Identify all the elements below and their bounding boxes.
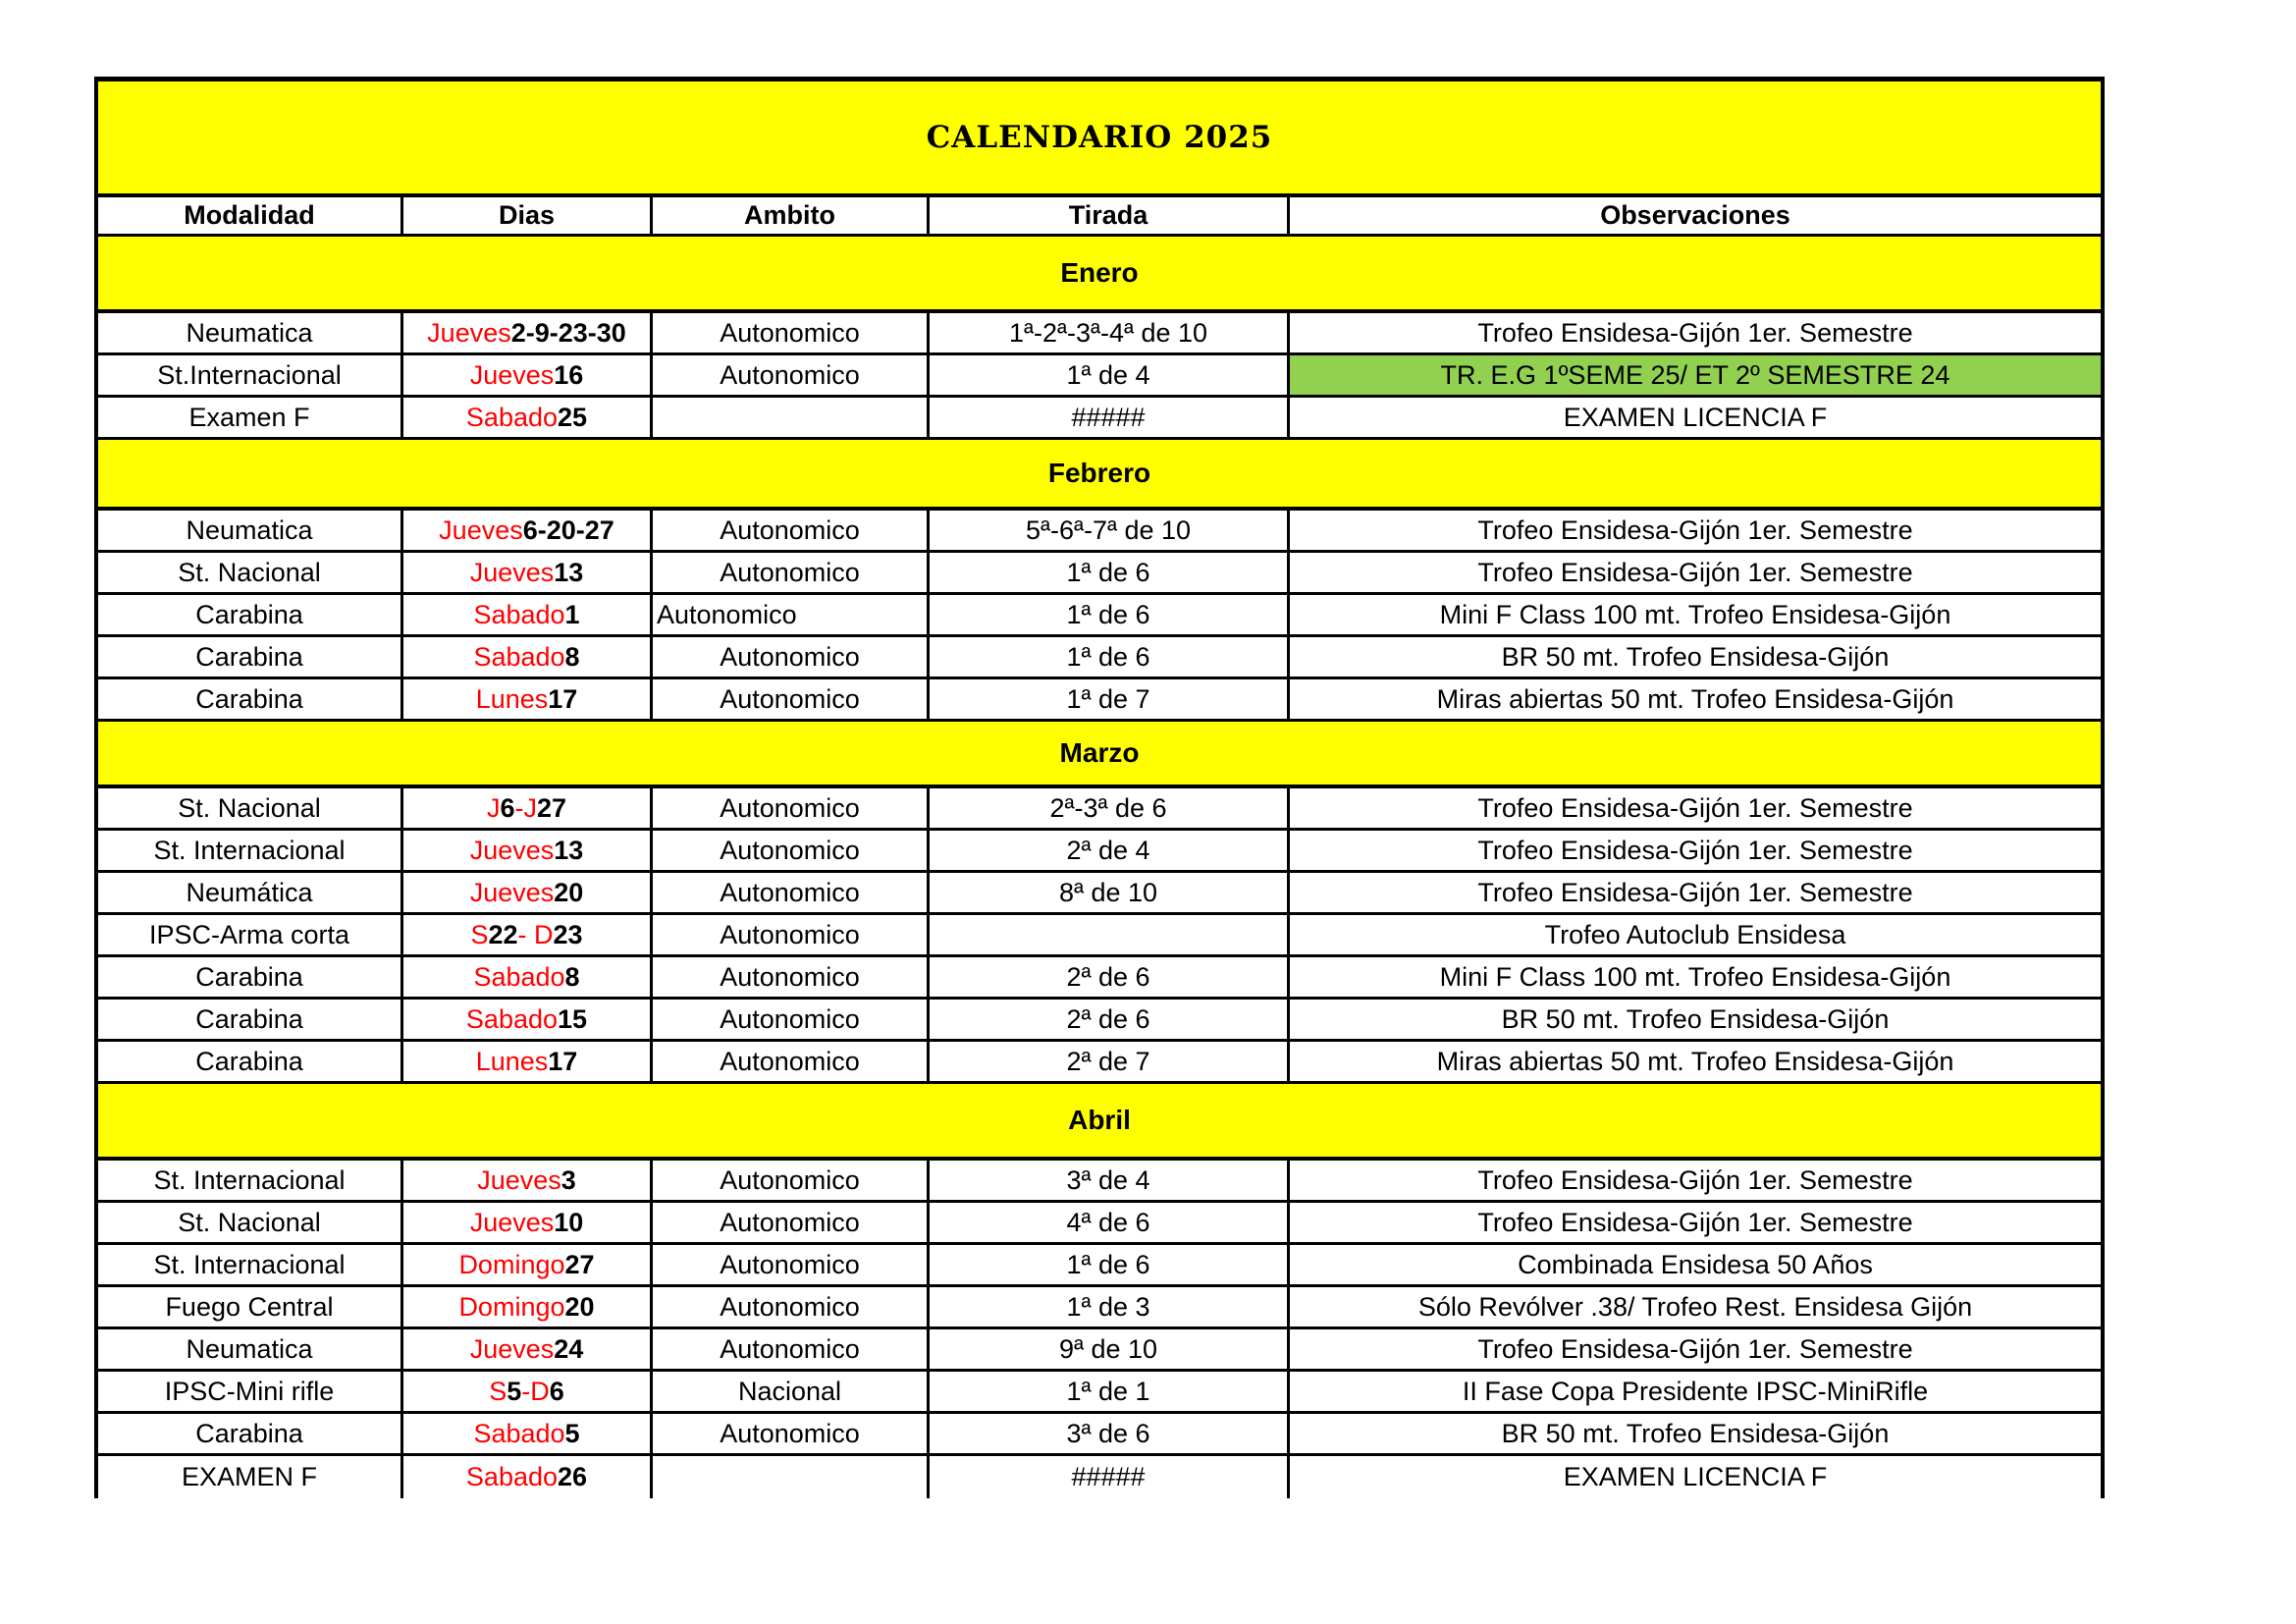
cell-modalidad: Carabina [98,1414,403,1453]
cell-observaciones: Miras abiertas 50 mt. Trofeo Ensidesa-Gijón [1436,683,1954,714]
table-row [98,553,2101,595]
cell-modalidad: Carabina [98,679,403,719]
table-row [98,788,2101,831]
cell-observaciones: EXAMEN LICENCIA F [1563,1462,1828,1491]
day-name: Jueves [469,359,555,390]
day-name: Sabado [473,961,565,992]
table-row [98,355,2101,398]
cell-ambito: Autonomico [653,957,930,997]
cell-observaciones: Miras abiertas 50 mt. Trofeo Ensidesa-Gijón [1436,1046,1954,1076]
cell-dias [403,831,653,870]
cell-dias [403,788,653,828]
cell-ambito: Autonomico [653,553,930,592]
column-header-row [98,197,2101,237]
cell-modalidad: St. Internacional [98,1245,403,1284]
month-banner: Febrero [98,440,2101,511]
cell-observaciones: Trofeo Ensidesa-Gijón 1er. Semestre [1477,792,1913,823]
day-number: 20 [564,1291,595,1322]
column-header-tirada: Tirada [930,197,1290,234]
day-number: 3 [561,1164,576,1195]
day-name: Sabado [473,599,565,629]
cell-tirada: 1ª de 3 [930,1287,1290,1326]
cell-modalidad: Neumática [98,873,403,912]
cell-ambito: Autonomico [653,595,930,634]
cell-dias [403,313,653,352]
cell-dias [403,915,653,954]
cell-observaciones: Trofeo Ensidesa-Gijón 1er. Semestre [1477,835,1913,865]
cell-dias [403,1245,653,1284]
day-name: Jueves [469,1207,555,1237]
day-number: 27 [564,1249,595,1279]
cell-modalidad: St.Internacional [98,355,403,395]
cell-modalidad: Fuego Central [98,1287,403,1326]
cell-tirada: 1ª de 7 [930,679,1290,719]
day-name: Domingo [458,1249,565,1279]
day-name: Sabado [473,641,565,672]
table-row [98,915,2101,957]
cell-ambito: Autonomico [653,1329,930,1369]
day-name: Jueves [469,835,555,865]
cell-ambito: Autonomico [653,511,930,550]
cell-tirada: ##### [930,1456,1290,1498]
cell-observaciones: Mini F Class 100 mt. Trofeo Ensidesa-Gijón [1439,599,1951,629]
day-number: 8 [564,961,580,992]
day-name: Sabado [473,1418,565,1448]
day-name: Jueves [439,514,523,545]
day-name: Jueves [469,1333,555,1364]
cell-modalidad: Carabina [98,957,403,997]
cell-ambito: Autonomico [653,313,930,352]
day-number: 10 [554,1207,584,1237]
day-number: 25 [558,402,588,432]
table-row [98,398,2101,440]
cell-ambito: Autonomico [653,1287,930,1326]
cell-ambito: Autonomico [653,1245,930,1284]
cell-modalidad: EXAMEN F [98,1456,403,1498]
cell-modalidad: Carabina [98,637,403,677]
day-number: 22 [488,919,518,949]
day-number: 26 [558,1462,588,1491]
table-row [98,1042,2101,1084]
cell-tirada: 9ª de 10 [930,1329,1290,1369]
cell-ambito: Autonomico [653,873,930,912]
cell-tirada: 2ª-3ª de 6 [930,788,1290,828]
cell-modalidad: IPSC-Mini rifle [98,1372,403,1411]
cell-ambito: Autonomico [653,355,930,395]
cell-ambito [653,398,930,437]
column-header-ambito: Ambito [653,197,930,234]
day-name: S [489,1376,507,1406]
cell-tirada: 3ª de 6 [930,1414,1290,1453]
cell-tirada: 1ª-2ª-3ª-4ª de 10 [930,313,1290,352]
cell-ambito: Autonomico [653,788,930,828]
table-row [98,511,2101,553]
cell-modalidad: St. Internacional [98,831,403,870]
cell-observaciones: BR 50 mt. Trofeo Ensidesa-Gijón [1501,1418,1890,1448]
cell-modalidad: Examen F [98,398,403,437]
cell-observaciones: TR. E.G 1ºSEME 25/ ET 2º SEMESTRE 24 [1290,355,2101,395]
day-number: 17 [548,683,578,714]
day-name: Jueves [477,1164,561,1195]
day-number: 23 [553,919,583,949]
day-name: Sabado [465,402,559,432]
cell-modalidad: St. Nacional [98,788,403,828]
table-body [98,237,2101,1498]
cell-modalidad: Carabina [98,595,403,634]
cell-tirada: 2ª de 6 [930,1000,1290,1039]
cell-ambito: Autonomico [653,915,930,954]
day-number: 8 [564,641,580,672]
cell-dias [403,1042,653,1081]
cell-tirada: 5ª-6ª-7ª de 10 [930,511,1290,550]
cell-ambito: Autonomico [653,1203,930,1242]
column-header-modalidad: Modalidad [98,197,403,234]
cell-modalidad: Neumatica [98,313,403,352]
cell-ambito: Autonomico [653,1161,930,1200]
day-number: 6 [500,792,515,823]
cell-tirada: 3ª de 4 [930,1161,1290,1200]
cell-ambito [653,1456,930,1498]
table-row [98,873,2101,915]
cell-observaciones: Trofeo Ensidesa-Gijón 1er. Semestre [1477,877,1913,907]
cell-modalidad: Carabina [98,1000,403,1039]
cell-modalidad: St. Nacional [98,553,403,592]
cell-observaciones: EXAMEN LICENCIA F [1563,402,1828,432]
cell-observaciones: Combinada Ensidesa 50 Años [1518,1249,1873,1279]
cell-tirada: 2ª de 4 [930,831,1290,870]
day-name: J [486,792,501,823]
cell-dias [403,398,653,437]
calendar-table [94,77,2105,1498]
day-number: 16 [554,359,584,390]
cell-tirada: 8ª de 10 [930,873,1290,912]
cell-ambito: Autonomico [653,1042,930,1081]
cell-dias [403,1287,653,1326]
day-name: Lunes [475,683,549,714]
calendar-title: CALENDARIO 2025 [98,81,2101,197]
cell-tirada: 1ª de 6 [930,637,1290,677]
table-row [98,1000,2101,1042]
cell-observaciones: Trofeo Ensidesa-Gijón 1er. Semestre [1477,1333,1913,1364]
table-row [98,1287,2101,1329]
day-number: 5 [507,1376,522,1406]
cell-observaciones: Trofeo Ensidesa-Gijón 1er. Semestre [1477,317,1913,348]
cell-observaciones: Trofeo Ensidesa-Gijón 1er. Semestre [1477,1164,1913,1195]
table-row [98,595,2101,637]
cell-tirada: 1ª de 6 [930,553,1290,592]
cell-dias [403,1456,653,1498]
table-row [98,1161,2101,1203]
table-row [98,313,2101,355]
cell-observaciones: Trofeo Ensidesa-Gijón 1er. Semestre [1477,514,1913,545]
cell-observaciones: Sólo Revólver .38/ Trofeo Rest. Ensidesa Gijón [1417,1291,1973,1322]
day-number: 6 [549,1376,564,1406]
cell-modalidad: Neumatica [98,1329,403,1369]
cell-ambito: Autonomico [653,1000,930,1039]
day-name: -J [514,792,537,823]
table-row [98,831,2101,873]
cell-ambito: Autonomico [653,831,930,870]
table-row [98,1329,2101,1372]
table-row [98,1245,2101,1287]
day-number: 1 [564,599,580,629]
table-row [98,1414,2101,1456]
day-name: Jueves [469,557,555,587]
cell-dias [403,1000,653,1039]
cell-dias [403,1414,653,1453]
cell-observaciones: II Fase Copa Presidente IPSC-MiniRifle [1462,1376,1929,1406]
table-row [98,957,2101,1000]
cell-ambito: Autonomico [653,679,930,719]
month-banner: Marzo [98,722,2101,788]
day-name: - D [517,919,554,949]
day-name: Jueves [427,317,511,348]
table-row [98,679,2101,722]
cell-ambito: Autonomico [653,1414,930,1453]
cell-observaciones: Trofeo Autoclub Ensidesa [1544,919,1846,949]
day-number: 24 [554,1333,584,1364]
cell-observaciones: Mini F Class 100 mt. Trofeo Ensidesa-Gijón [1439,961,1951,992]
cell-tirada: 2ª de 6 [930,957,1290,997]
cell-tirada: 1ª de 6 [930,1245,1290,1284]
cell-observaciones: BR 50 mt. Trofeo Ensidesa-Gijón [1501,641,1890,672]
cell-dias [403,511,653,550]
cell-tirada [930,915,1290,954]
month-banner: Abril [98,1084,2101,1161]
cell-tirada: 1ª de 4 [930,355,1290,395]
cell-modalidad: Carabina [98,1042,403,1081]
column-header-dias: Dias [403,197,653,234]
table-row [98,637,2101,679]
table-row [98,1203,2101,1245]
cell-dias [403,957,653,997]
column-header-observaciones: Observaciones [1600,200,1790,230]
cell-dias [403,553,653,592]
day-name: Lunes [475,1046,549,1076]
cell-modalidad: St. Nacional [98,1203,403,1242]
day-name: Sabado [465,1462,559,1491]
day-name: -D [521,1376,550,1406]
cell-tirada: 1ª de 6 [930,595,1290,634]
table-row [98,1456,2101,1498]
cell-dias [403,873,653,912]
cell-tirada: 4ª de 6 [930,1203,1290,1242]
cell-dias [403,637,653,677]
day-number: 13 [554,557,584,587]
cell-modalidad: Neumatica [98,511,403,550]
cell-dias [403,355,653,395]
cell-observaciones: Trofeo Ensidesa-Gijón 1er. Semestre [1477,1207,1913,1237]
cell-dias [403,1203,653,1242]
day-name: S [470,919,489,949]
day-name: Jueves [469,877,555,907]
cell-modalidad: IPSC-Arma corta [98,915,403,954]
day-number: 27 [536,792,567,823]
day-name: Sabado [465,1003,559,1034]
day-number: 13 [554,835,584,865]
day-number: 17 [548,1046,578,1076]
table-row [98,1372,2101,1414]
cell-tirada: ##### [930,398,1290,437]
cell-modalidad: St. Internacional [98,1161,403,1200]
day-number: 6-20-27 [522,514,614,545]
cell-observaciones: BR 50 mt. Trofeo Ensidesa-Gijón [1501,1003,1890,1034]
day-number: 5 [564,1418,580,1448]
cell-dias [403,1329,653,1369]
cell-dias [403,679,653,719]
cell-observaciones: Trofeo Ensidesa-Gijón 1er. Semestre [1477,557,1913,587]
cell-ambito: Autonomico [653,637,930,677]
day-name: Domingo [458,1291,565,1322]
day-number: 15 [558,1003,588,1034]
cell-tirada: 2ª de 7 [930,1042,1290,1081]
month-banner: Enero [98,237,2101,313]
cell-dias [403,1372,653,1411]
cell-dias [403,595,653,634]
cell-tirada: 1ª de 1 [930,1372,1290,1411]
day-number: 2-9-23-30 [510,317,626,348]
cell-ambito: Nacional [653,1372,930,1411]
day-number: 20 [554,877,584,907]
cell-dias [403,1161,653,1200]
